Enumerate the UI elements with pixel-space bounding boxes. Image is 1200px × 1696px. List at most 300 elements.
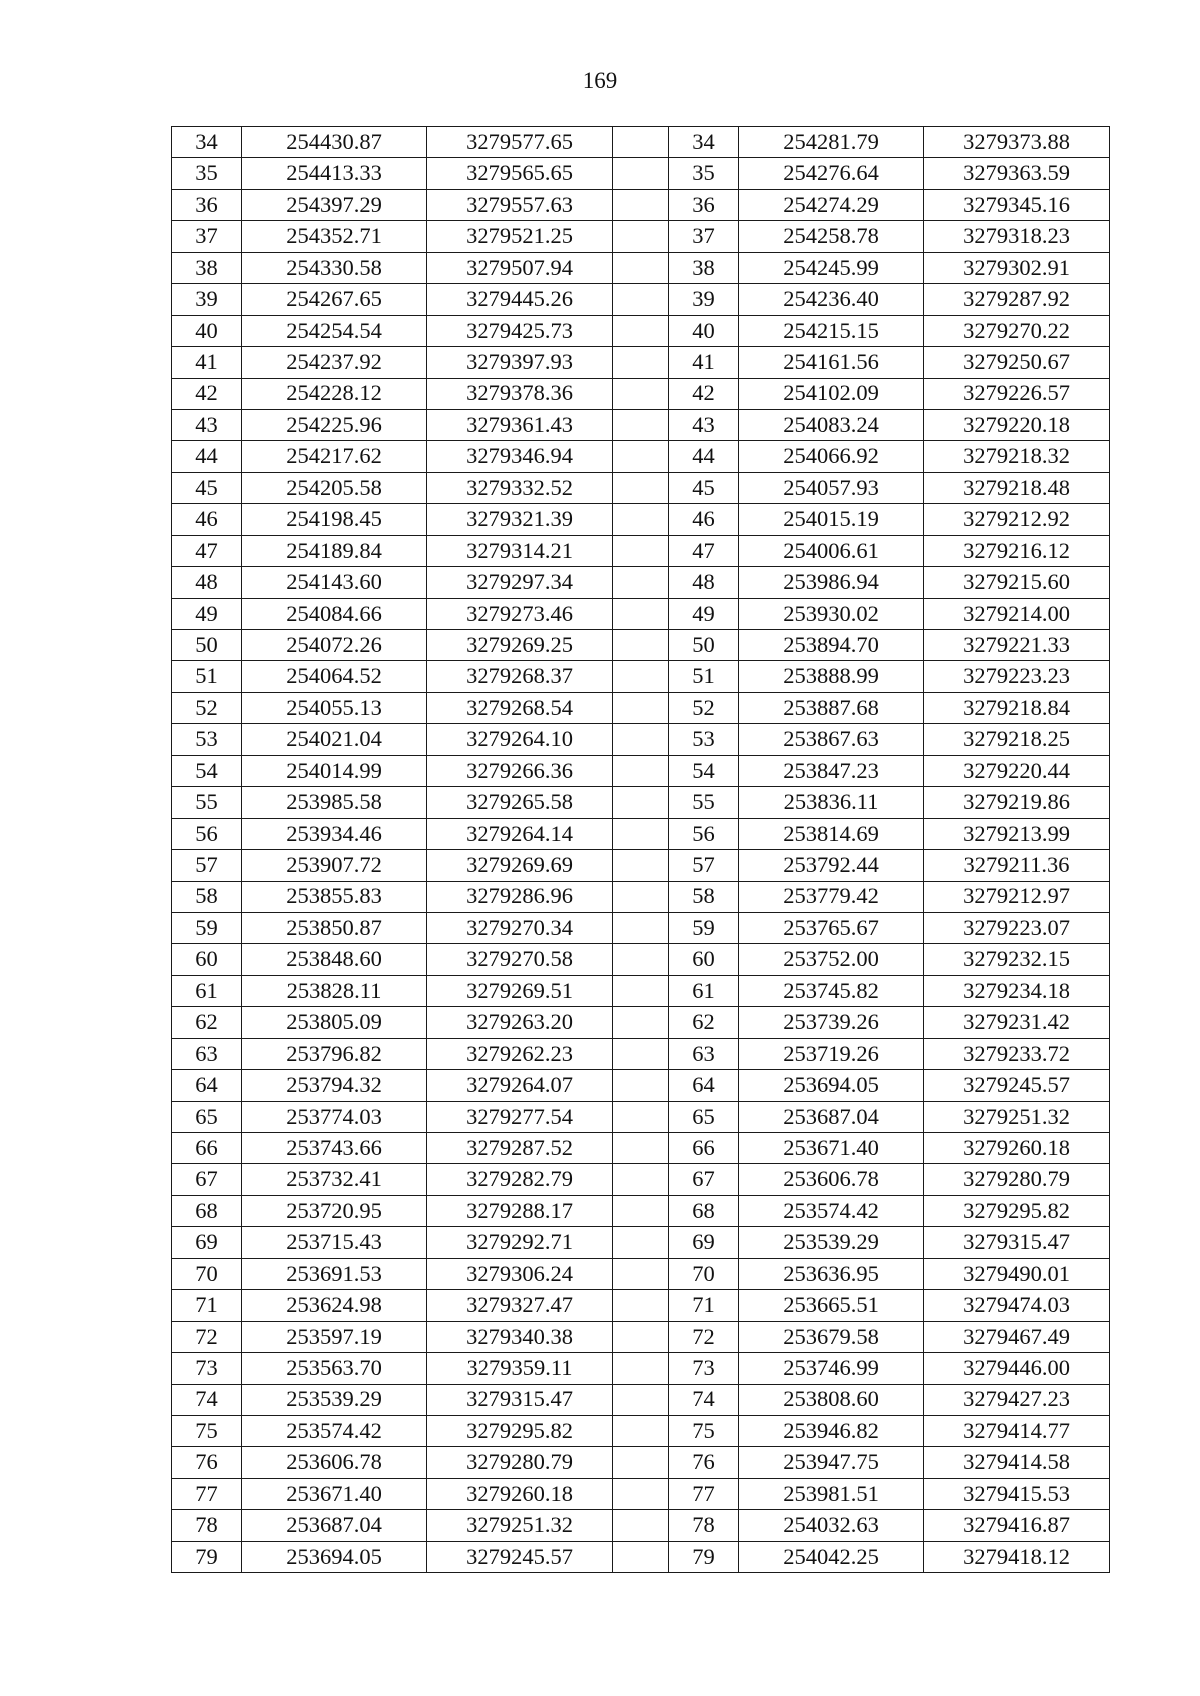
right-x-coordinate: 254274.29 xyxy=(739,189,924,220)
table-row xyxy=(172,598,1110,629)
left-x-coordinate: 253805.09 xyxy=(242,1007,427,1038)
left-point-number: 74 xyxy=(172,1384,242,1415)
right-x-coordinate: 254032.63 xyxy=(739,1510,924,1541)
left-x-coordinate: 253687.04 xyxy=(242,1510,427,1541)
left-y-coordinate: 3279565.65 xyxy=(427,158,613,189)
table-row xyxy=(172,1195,1110,1226)
right-point-number: 45 xyxy=(669,472,739,503)
right-x-coordinate: 253694.05 xyxy=(739,1070,924,1101)
right-y-coordinate: 3279223.07 xyxy=(924,912,1110,943)
left-x-coordinate: 254021.04 xyxy=(242,724,427,755)
table-row xyxy=(172,1290,1110,1321)
right-point-number: 47 xyxy=(669,535,739,566)
right-y-coordinate: 3279218.25 xyxy=(924,724,1110,755)
right-x-coordinate: 254042.25 xyxy=(739,1541,924,1572)
table-row xyxy=(172,189,1110,220)
right-x-coordinate: 253981.51 xyxy=(739,1478,924,1509)
left-y-coordinate: 3279286.96 xyxy=(427,881,613,912)
left-x-coordinate: 254267.65 xyxy=(242,284,427,315)
left-x-coordinate: 253850.87 xyxy=(242,912,427,943)
right-point-number: 66 xyxy=(669,1133,739,1164)
left-y-coordinate: 3279266.36 xyxy=(427,755,613,786)
right-x-coordinate: 253986.94 xyxy=(739,567,924,598)
right-x-coordinate: 253765.67 xyxy=(739,912,924,943)
left-x-coordinate: 254430.87 xyxy=(242,127,427,158)
coordinate-table xyxy=(171,126,1110,1573)
table-row xyxy=(172,1415,1110,1446)
left-x-coordinate: 253743.66 xyxy=(242,1133,427,1164)
right-y-coordinate: 3279245.57 xyxy=(924,1070,1110,1101)
left-point-number: 60 xyxy=(172,944,242,975)
left-x-coordinate: 253574.42 xyxy=(242,1415,427,1446)
left-x-coordinate: 253597.19 xyxy=(242,1321,427,1352)
left-y-coordinate: 3279273.46 xyxy=(427,598,613,629)
left-x-coordinate: 254198.45 xyxy=(242,504,427,535)
right-point-number: 44 xyxy=(669,441,739,472)
table-row xyxy=(172,975,1110,1006)
left-y-coordinate: 3279577.65 xyxy=(427,127,613,158)
page-number: 169 xyxy=(582,68,618,93)
table-row xyxy=(172,912,1110,943)
left-point-number: 39 xyxy=(172,284,242,315)
left-point-number: 48 xyxy=(172,567,242,598)
blank-separator-cell xyxy=(613,1227,669,1258)
right-point-number: 35 xyxy=(669,158,739,189)
left-point-number: 41 xyxy=(172,347,242,378)
right-point-number: 75 xyxy=(669,1415,739,1446)
left-point-number: 68 xyxy=(172,1195,242,1226)
right-y-coordinate: 3279315.47 xyxy=(924,1227,1110,1258)
left-point-number: 54 xyxy=(172,755,242,786)
left-point-number: 77 xyxy=(172,1478,242,1509)
blank-separator-cell xyxy=(613,535,669,566)
blank-separator-cell xyxy=(613,1290,669,1321)
blank-separator-cell xyxy=(613,1353,669,1384)
right-x-coordinate: 253539.29 xyxy=(739,1227,924,1258)
blank-separator-cell xyxy=(613,189,669,220)
left-y-coordinate: 3279287.52 xyxy=(427,1133,613,1164)
table-row xyxy=(172,535,1110,566)
table-row xyxy=(172,1258,1110,1289)
blank-separator-cell xyxy=(613,252,669,283)
coordinate-table-body xyxy=(172,127,1110,1573)
blank-separator-cell xyxy=(613,1133,669,1164)
table-row xyxy=(172,1321,1110,1352)
right-point-number: 59 xyxy=(669,912,739,943)
left-y-coordinate: 3279361.43 xyxy=(427,409,613,440)
blank-separator-cell xyxy=(613,127,669,158)
right-point-number: 53 xyxy=(669,724,739,755)
right-y-coordinate: 3279345.16 xyxy=(924,189,1110,220)
blank-separator-cell xyxy=(613,284,669,315)
right-point-number: 49 xyxy=(669,598,739,629)
left-y-coordinate: 3279280.79 xyxy=(427,1447,613,1478)
blank-separator-cell xyxy=(613,944,669,975)
blank-separator-cell xyxy=(613,441,669,472)
left-y-coordinate: 3279321.39 xyxy=(427,504,613,535)
left-x-coordinate: 253606.78 xyxy=(242,1447,427,1478)
right-y-coordinate: 3279233.72 xyxy=(924,1038,1110,1069)
table-row xyxy=(172,692,1110,723)
right-y-coordinate: 3279212.97 xyxy=(924,881,1110,912)
left-x-coordinate: 254014.99 xyxy=(242,755,427,786)
right-x-coordinate: 254006.61 xyxy=(739,535,924,566)
left-x-coordinate: 254413.33 xyxy=(242,158,427,189)
left-y-coordinate: 3279270.58 xyxy=(427,944,613,975)
left-y-coordinate: 3279557.63 xyxy=(427,189,613,220)
left-point-number: 78 xyxy=(172,1510,242,1541)
left-x-coordinate: 253828.11 xyxy=(242,975,427,1006)
left-point-number: 36 xyxy=(172,189,242,220)
left-x-coordinate: 253694.05 xyxy=(242,1541,427,1572)
right-x-coordinate: 254281.79 xyxy=(739,127,924,158)
right-y-coordinate: 3279214.00 xyxy=(924,598,1110,629)
right-point-number: 65 xyxy=(669,1101,739,1132)
right-x-coordinate: 254236.40 xyxy=(739,284,924,315)
left-y-coordinate: 3279507.94 xyxy=(427,252,613,283)
left-point-number: 38 xyxy=(172,252,242,283)
left-point-number: 64 xyxy=(172,1070,242,1101)
left-y-coordinate: 3279314.21 xyxy=(427,535,613,566)
left-point-number: 46 xyxy=(172,504,242,535)
left-y-coordinate: 3279260.18 xyxy=(427,1478,613,1509)
table-row xyxy=(172,1101,1110,1132)
table-row xyxy=(172,1164,1110,1195)
left-y-coordinate: 3279268.54 xyxy=(427,692,613,723)
left-point-number: 52 xyxy=(172,692,242,723)
right-y-coordinate: 3279213.99 xyxy=(924,818,1110,849)
right-y-coordinate: 3279251.32 xyxy=(924,1101,1110,1132)
right-y-coordinate: 3279215.60 xyxy=(924,567,1110,598)
right-point-number: 36 xyxy=(669,189,739,220)
left-y-coordinate: 3279332.52 xyxy=(427,472,613,503)
blank-separator-cell xyxy=(613,472,669,503)
table-row xyxy=(172,1353,1110,1384)
right-y-coordinate: 3279414.58 xyxy=(924,1447,1110,1478)
left-y-coordinate: 3279251.32 xyxy=(427,1510,613,1541)
left-point-number: 50 xyxy=(172,630,242,661)
right-point-number: 72 xyxy=(669,1321,739,1352)
left-point-number: 76 xyxy=(172,1447,242,1478)
table-row xyxy=(172,850,1110,881)
right-x-coordinate: 253947.75 xyxy=(739,1447,924,1478)
right-point-number: 60 xyxy=(669,944,739,975)
right-point-number: 61 xyxy=(669,975,739,1006)
left-y-coordinate: 3279315.47 xyxy=(427,1384,613,1415)
blank-separator-cell xyxy=(613,1070,669,1101)
left-y-coordinate: 3279378.36 xyxy=(427,378,613,409)
right-x-coordinate: 253574.42 xyxy=(739,1195,924,1226)
left-point-number: 59 xyxy=(172,912,242,943)
left-y-coordinate: 3279340.38 xyxy=(427,1321,613,1352)
right-y-coordinate: 3279373.88 xyxy=(924,127,1110,158)
left-point-number: 62 xyxy=(172,1007,242,1038)
left-x-coordinate: 253934.46 xyxy=(242,818,427,849)
table-row xyxy=(172,881,1110,912)
right-x-coordinate: 253665.51 xyxy=(739,1290,924,1321)
right-y-coordinate: 3279218.48 xyxy=(924,472,1110,503)
left-point-number: 75 xyxy=(172,1415,242,1446)
right-x-coordinate: 253894.70 xyxy=(739,630,924,661)
left-y-coordinate: 3279445.26 xyxy=(427,284,613,315)
right-y-coordinate: 3279220.18 xyxy=(924,409,1110,440)
left-y-coordinate: 3279269.25 xyxy=(427,630,613,661)
right-point-number: 58 xyxy=(669,881,739,912)
right-y-coordinate: 3279270.22 xyxy=(924,315,1110,346)
right-x-coordinate: 253752.00 xyxy=(739,944,924,975)
blank-separator-cell xyxy=(613,818,669,849)
table-row xyxy=(172,818,1110,849)
left-point-number: 63 xyxy=(172,1038,242,1069)
left-x-coordinate: 253848.60 xyxy=(242,944,427,975)
left-x-coordinate: 253774.03 xyxy=(242,1101,427,1132)
blank-separator-cell xyxy=(613,1007,669,1038)
blank-separator-cell xyxy=(613,1415,669,1446)
left-x-coordinate: 254055.13 xyxy=(242,692,427,723)
left-point-number: 73 xyxy=(172,1353,242,1384)
right-y-coordinate: 3279220.44 xyxy=(924,755,1110,786)
left-point-number: 69 xyxy=(172,1227,242,1258)
right-x-coordinate: 253719.26 xyxy=(739,1038,924,1069)
table-row xyxy=(172,755,1110,786)
left-y-coordinate: 3279264.10 xyxy=(427,724,613,755)
right-point-number: 69 xyxy=(669,1227,739,1258)
left-point-number: 65 xyxy=(172,1101,242,1132)
right-x-coordinate: 253867.63 xyxy=(739,724,924,755)
right-y-coordinate: 3279414.77 xyxy=(924,1415,1110,1446)
right-point-number: 46 xyxy=(669,504,739,535)
table-row xyxy=(172,724,1110,755)
right-y-coordinate: 3279212.92 xyxy=(924,504,1110,535)
table-row xyxy=(172,1478,1110,1509)
left-y-coordinate: 3279264.07 xyxy=(427,1070,613,1101)
table-row xyxy=(172,1133,1110,1164)
left-x-coordinate: 254397.29 xyxy=(242,189,427,220)
left-x-coordinate: 253624.98 xyxy=(242,1290,427,1321)
right-y-coordinate: 3279416.87 xyxy=(924,1510,1110,1541)
right-point-number: 38 xyxy=(669,252,739,283)
left-point-number: 35 xyxy=(172,158,242,189)
right-y-coordinate: 3279302.91 xyxy=(924,252,1110,283)
right-point-number: 76 xyxy=(669,1447,739,1478)
left-y-coordinate: 3279397.93 xyxy=(427,347,613,378)
right-point-number: 79 xyxy=(669,1541,739,1572)
left-point-number: 45 xyxy=(172,472,242,503)
right-x-coordinate: 254066.92 xyxy=(739,441,924,472)
blank-separator-cell xyxy=(613,881,669,912)
left-y-coordinate: 3279268.37 xyxy=(427,661,613,692)
left-x-coordinate: 253855.83 xyxy=(242,881,427,912)
blank-separator-cell xyxy=(613,347,669,378)
right-y-coordinate: 3279216.12 xyxy=(924,535,1110,566)
table-row xyxy=(172,347,1110,378)
blank-separator-cell xyxy=(613,1321,669,1352)
blank-separator-cell xyxy=(613,630,669,661)
left-x-coordinate: 254143.60 xyxy=(242,567,427,598)
blank-separator-cell xyxy=(613,409,669,440)
right-x-coordinate: 254015.19 xyxy=(739,504,924,535)
left-x-coordinate: 254237.92 xyxy=(242,347,427,378)
right-y-coordinate: 3279446.00 xyxy=(924,1353,1110,1384)
table-row xyxy=(172,787,1110,818)
left-point-number: 34 xyxy=(172,127,242,158)
right-y-coordinate: 3279363.59 xyxy=(924,158,1110,189)
table-row xyxy=(172,504,1110,535)
right-y-coordinate: 3279232.15 xyxy=(924,944,1110,975)
right-x-coordinate: 254102.09 xyxy=(739,378,924,409)
right-y-coordinate: 3279234.18 xyxy=(924,975,1110,1006)
right-point-number: 48 xyxy=(669,567,739,598)
right-x-coordinate: 253671.40 xyxy=(739,1133,924,1164)
left-y-coordinate: 3279262.23 xyxy=(427,1038,613,1069)
right-y-coordinate: 3279490.01 xyxy=(924,1258,1110,1289)
right-y-coordinate: 3279280.79 xyxy=(924,1164,1110,1195)
right-x-coordinate: 253779.42 xyxy=(739,881,924,912)
table-row xyxy=(172,1510,1110,1541)
right-y-coordinate: 3279295.82 xyxy=(924,1195,1110,1226)
right-point-number: 52 xyxy=(669,692,739,723)
left-y-coordinate: 3279425.73 xyxy=(427,315,613,346)
left-point-number: 44 xyxy=(172,441,242,472)
right-point-number: 55 xyxy=(669,787,739,818)
right-point-number: 74 xyxy=(669,1384,739,1415)
left-x-coordinate: 254189.84 xyxy=(242,535,427,566)
table-row xyxy=(172,1384,1110,1415)
right-x-coordinate: 253888.99 xyxy=(739,661,924,692)
table-row xyxy=(172,378,1110,409)
left-point-number: 37 xyxy=(172,221,242,252)
right-x-coordinate: 253687.04 xyxy=(739,1101,924,1132)
table-row xyxy=(172,409,1110,440)
table-row xyxy=(172,944,1110,975)
left-y-coordinate: 3279263.20 xyxy=(427,1007,613,1038)
left-point-number: 71 xyxy=(172,1290,242,1321)
left-y-coordinate: 3279292.71 xyxy=(427,1227,613,1258)
left-point-number: 61 xyxy=(172,975,242,1006)
right-point-number: 42 xyxy=(669,378,739,409)
right-y-coordinate: 3279250.67 xyxy=(924,347,1110,378)
table-row xyxy=(172,630,1110,661)
blank-separator-cell xyxy=(613,850,669,881)
right-point-number: 71 xyxy=(669,1290,739,1321)
table-row xyxy=(172,1007,1110,1038)
blank-separator-cell xyxy=(613,315,669,346)
right-x-coordinate: 253746.99 xyxy=(739,1353,924,1384)
left-x-coordinate: 253671.40 xyxy=(242,1478,427,1509)
right-y-coordinate: 3279260.18 xyxy=(924,1133,1110,1164)
right-point-number: 51 xyxy=(669,661,739,692)
table-row xyxy=(172,1227,1110,1258)
right-y-coordinate: 3279223.23 xyxy=(924,661,1110,692)
left-point-number: 70 xyxy=(172,1258,242,1289)
left-point-number: 58 xyxy=(172,881,242,912)
right-x-coordinate: 254161.56 xyxy=(739,347,924,378)
left-x-coordinate: 253539.29 xyxy=(242,1384,427,1415)
right-point-number: 62 xyxy=(669,1007,739,1038)
right-x-coordinate: 254057.93 xyxy=(739,472,924,503)
right-y-coordinate: 3279474.03 xyxy=(924,1290,1110,1321)
right-x-coordinate: 253792.44 xyxy=(739,850,924,881)
table-row xyxy=(172,158,1110,189)
left-y-coordinate: 3279264.14 xyxy=(427,818,613,849)
left-y-coordinate: 3279327.47 xyxy=(427,1290,613,1321)
right-y-coordinate: 3279318.23 xyxy=(924,221,1110,252)
left-x-coordinate: 253563.70 xyxy=(242,1353,427,1384)
right-y-coordinate: 3279226.57 xyxy=(924,378,1110,409)
right-x-coordinate: 253745.82 xyxy=(739,975,924,1006)
left-y-coordinate: 3279265.58 xyxy=(427,787,613,818)
left-point-number: 47 xyxy=(172,535,242,566)
left-x-coordinate: 254084.66 xyxy=(242,598,427,629)
left-point-number: 51 xyxy=(172,661,242,692)
table-row xyxy=(172,1070,1110,1101)
blank-separator-cell xyxy=(613,755,669,786)
right-x-coordinate: 253679.58 xyxy=(739,1321,924,1352)
right-x-coordinate: 253814.69 xyxy=(739,818,924,849)
left-x-coordinate: 253691.53 xyxy=(242,1258,427,1289)
table-row xyxy=(172,1038,1110,1069)
blank-separator-cell xyxy=(613,1164,669,1195)
left-point-number: 49 xyxy=(172,598,242,629)
blank-separator-cell xyxy=(613,787,669,818)
left-point-number: 72 xyxy=(172,1321,242,1352)
right-y-coordinate: 3279427.23 xyxy=(924,1384,1110,1415)
left-x-coordinate: 254330.58 xyxy=(242,252,427,283)
right-point-number: 54 xyxy=(669,755,739,786)
right-point-number: 56 xyxy=(669,818,739,849)
right-y-coordinate: 3279467.49 xyxy=(924,1321,1110,1352)
left-point-number: 42 xyxy=(172,378,242,409)
right-x-coordinate: 253808.60 xyxy=(739,1384,924,1415)
right-point-number: 43 xyxy=(669,409,739,440)
left-x-coordinate: 253796.82 xyxy=(242,1038,427,1069)
table-row xyxy=(172,567,1110,598)
blank-separator-cell xyxy=(613,1258,669,1289)
blank-separator-cell xyxy=(613,724,669,755)
table-row xyxy=(172,1447,1110,1478)
right-y-coordinate: 3279211.36 xyxy=(924,850,1110,881)
blank-separator-cell xyxy=(613,1510,669,1541)
left-x-coordinate: 254217.62 xyxy=(242,441,427,472)
right-x-coordinate: 254215.15 xyxy=(739,315,924,346)
left-y-coordinate: 3279282.79 xyxy=(427,1164,613,1195)
left-x-coordinate: 254064.52 xyxy=(242,661,427,692)
left-point-number: 79 xyxy=(172,1541,242,1572)
right-x-coordinate: 254258.78 xyxy=(739,221,924,252)
right-x-coordinate: 254245.99 xyxy=(739,252,924,283)
left-x-coordinate: 254228.12 xyxy=(242,378,427,409)
left-x-coordinate: 253732.41 xyxy=(242,1164,427,1195)
left-point-number: 43 xyxy=(172,409,242,440)
blank-separator-cell xyxy=(613,912,669,943)
table-row xyxy=(172,441,1110,472)
left-x-coordinate: 254352.71 xyxy=(242,221,427,252)
table-row xyxy=(172,1541,1110,1572)
right-point-number: 70 xyxy=(669,1258,739,1289)
right-point-number: 39 xyxy=(669,284,739,315)
left-y-coordinate: 3279306.24 xyxy=(427,1258,613,1289)
table-row xyxy=(172,127,1110,158)
left-x-coordinate: 253907.72 xyxy=(242,850,427,881)
left-y-coordinate: 3279269.51 xyxy=(427,975,613,1006)
right-point-number: 64 xyxy=(669,1070,739,1101)
left-point-number: 57 xyxy=(172,850,242,881)
blank-separator-cell xyxy=(613,1038,669,1069)
left-y-coordinate: 3279269.69 xyxy=(427,850,613,881)
right-x-coordinate: 253606.78 xyxy=(739,1164,924,1195)
left-y-coordinate: 3279521.25 xyxy=(427,221,613,252)
right-y-coordinate: 3279415.53 xyxy=(924,1478,1110,1509)
